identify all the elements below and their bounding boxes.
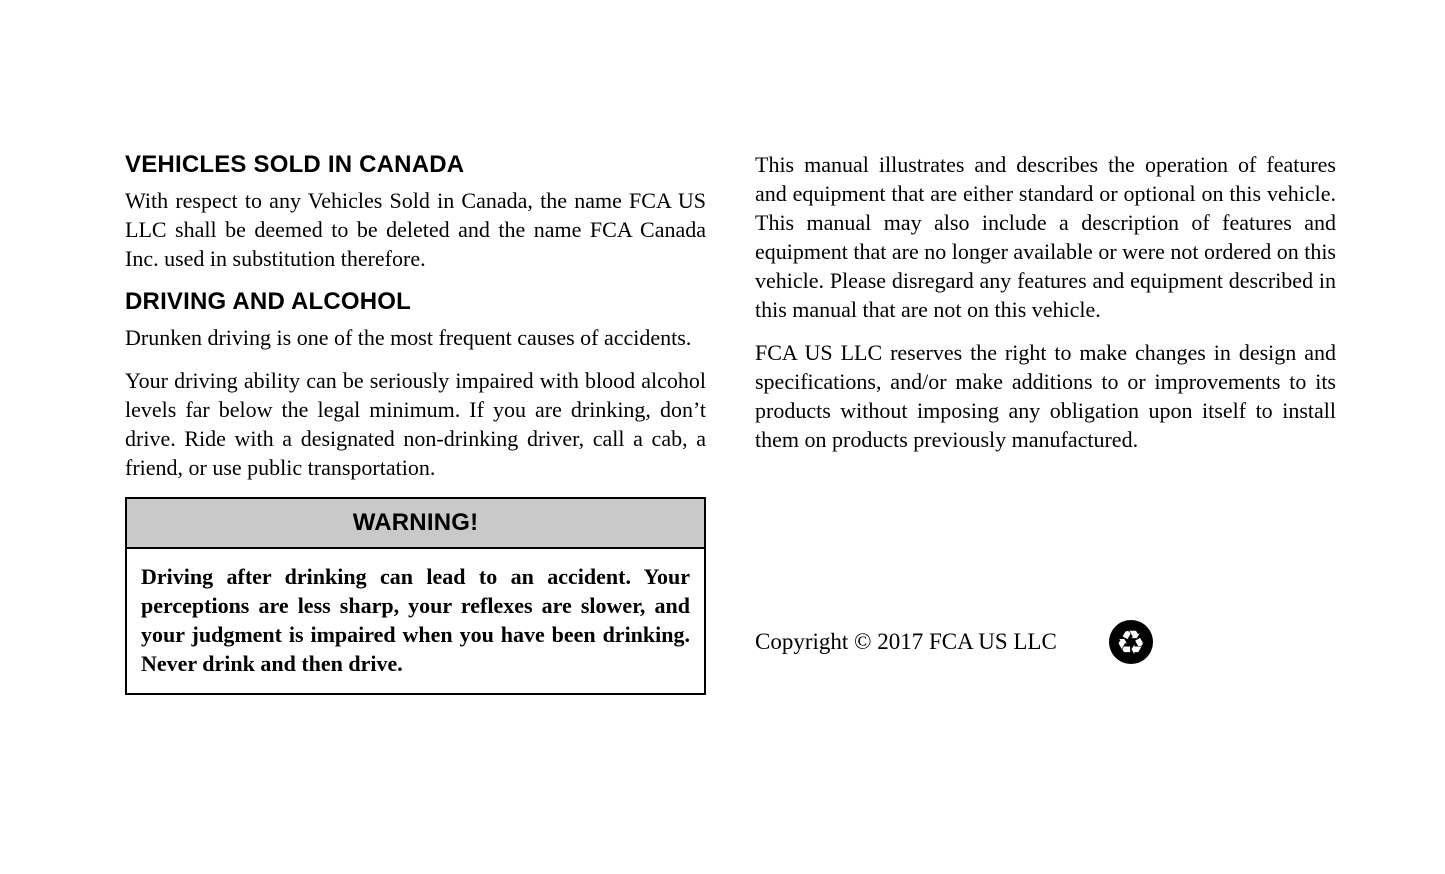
paragraph-drunken-driving: Drunken driving is one of the most frequent causes of accidents.: [125, 325, 692, 350]
warning-box-text: Driving after drinking can lead to an accident. Your perceptions are less sharp, your reflexes are slower, and your judgment is impaired when you have been drinking. Never drink and then drive.: [141, 564, 690, 676]
warning-box-title: WARNING!: [127, 499, 704, 549]
warning-box: [125, 497, 706, 695]
section-heading-driving-and-alcohol: DRIVING AND ALCOHOL: [125, 288, 412, 315]
paragraph-driving-ability: Your driving ability can be seriously impaired with blood alcohol levels far below the legal minimum. If you are drinking, don’t drive. Ride with a designated non-drinking driver, call a cab, a friend, or use public transportation.: [125, 368, 706, 480]
paragraph-manual-illustrates: This manual illustrates and describes the operation of features and equipment that are either standard or optional on this vehicle. This manual may also include a description of features and equipment that are no longer available or were not ordered on this vehicle. Please disregard any features and equipment described in this manual that are not on this vehicle.: [755, 152, 1336, 322]
recycle-glyph: ♻: [1116, 622, 1146, 662]
copyright-text: Copyright © 2017 FCA US LLC: [755, 629, 1057, 654]
copyright-row: [755, 620, 1336, 664]
two-column-layout: [125, 150, 1336, 695]
right-column: [755, 150, 1336, 695]
paragraph-fca-reserves-right: FCA US LLC reserves the right to make changes in design and specifications, and/or make additions to or improvements to its products without imposing any obligation upon itself to install them on products previously manufactured.: [755, 340, 1336, 452]
left-column: [125, 150, 706, 695]
recycle-icon: [1109, 620, 1153, 664]
section-heading-vehicles-sold-in-canada: VEHICLES SOLD IN CANADA: [125, 151, 465, 178]
paragraph-canada-substitution: With respect to any Vehicles Sold in Canada, the name FCA US LLC shall be deemed to be deleted and the name FCA Canada Inc. used in substitution therefore.: [125, 188, 706, 271]
